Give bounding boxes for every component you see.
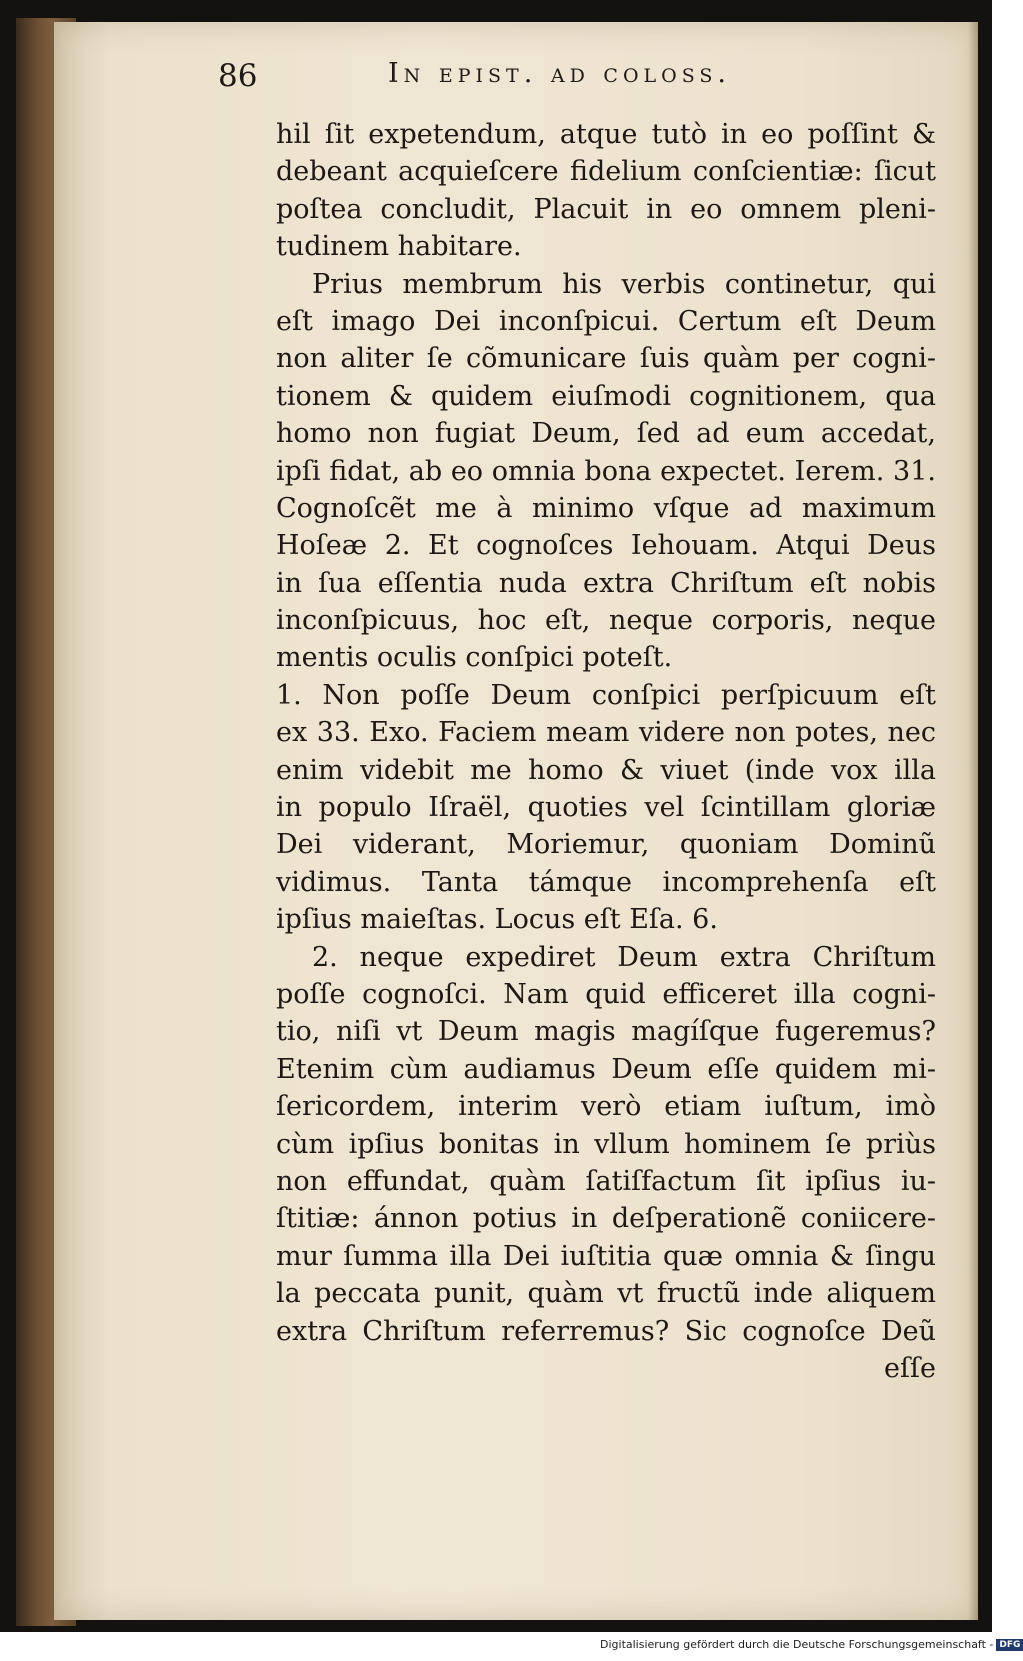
text-line: 2. neque expediret Deum extra Chriſtum — [312, 941, 936, 973]
text-line: non effundat, quàm ſatiſfactum ſit ipſius iu- — [276, 1165, 936, 1197]
text-line: ex 33. Exo. Faciem meam videre non potes, nec — [276, 717, 936, 749]
text-line: ſtitiæ: ánnon potius in deſperationẽ coniicere- — [276, 1203, 936, 1235]
text-line: poſtea concludit, Placuit in eo omnem pleni- — [276, 193, 936, 225]
page-number: 86 — [218, 58, 258, 94]
text-line: Prius membrum his verbis continetur, qui — [312, 268, 936, 300]
catchword: eſſe — [884, 1352, 936, 1384]
credit-text: Digitalisierung gefördert durch die Deutsche Forschungsgemeinschaft - — [600, 1638, 994, 1651]
digitization-credit — [600, 1638, 1021, 1658]
text-line: Cognoſcẽt me à minimo vſque ad maximum — [276, 492, 936, 524]
text-line: 1. Non poſſe Deum conſpici perſpicuum eſt — [276, 679, 936, 711]
text-line: ſericordem, interim verò etiam iuſtum, imò — [276, 1091, 936, 1123]
text-line: ipſius maieſtas. Locus eſt Eſa. 6. — [276, 904, 718, 936]
text-line: la peccata punit, quàm vt fructũ inde aliquem — [276, 1278, 936, 1310]
text-line: in populo Iſraël, quoties vel ſcintillam gloriæ — [276, 792, 936, 824]
text-line: in ſua eſſentia nuda extra Chriſtum eſt nobis — [276, 567, 936, 599]
text-line: hil ſit expetendum, atque tutò in eo poſſint & — [276, 119, 936, 150]
text-line: homo non fugiat Deum, ſed ad eum accedat, — [276, 418, 936, 450]
text-line: ipſi fidat, ab eo omnia bona expectet. Ierem. 31. — [276, 455, 936, 487]
text-line: enim videbit me homo & viuet (inde vox illa — [276, 754, 936, 786]
text-line: Hoſeæ 2. Et cognoſces Iehouam. Atqui Deus — [276, 530, 936, 562]
text-line: cùm ipſius bonitas in vllum hominem ſe priùs — [276, 1128, 936, 1160]
text-line: vidimus. Tanta támque incomprehenſa eſt — [276, 866, 936, 898]
text-line: tionem & quidem eiuſmodi cognitionem, qua — [276, 380, 936, 412]
text-line: eſt imago Dei inconſpicui. Certum eſt Deum — [276, 305, 936, 337]
text-line: poſſe cognoſci. Nam quid efficeret illa cogni- — [276, 978, 936, 1010]
page-edge-shadow — [968, 22, 978, 1620]
text-line: mentis oculis conſpici poteſt. — [276, 642, 673, 674]
page-header — [218, 52, 928, 112]
body-text — [276, 116, 936, 1387]
text-line: tudinem habitare. — [276, 231, 522, 263]
text-line: inconſpicuus, hoc eſt, neque corporis, neque — [276, 605, 936, 637]
text-line: Dei viderant, Moriemur, quoniam Dominũ — [276, 829, 936, 861]
text-line: Etenim cùm audiamus Deum eſſe quidem mi- — [276, 1053, 936, 1085]
text-line: tio, niſi vt Deum magis magíſque fugeremus? — [276, 1016, 936, 1048]
dfg-logo: DFG — [996, 1639, 1023, 1651]
text-line: extra Chriſtum referremus? Sic cognoſce Deũ — [276, 1315, 936, 1347]
text-line: mur ſumma illa Dei iuſtitia quæ omnia & ſingu — [276, 1240, 936, 1272]
running-head: In epist. ad coloss. — [388, 58, 732, 89]
text-line: non aliter ſe cõmunicare ſuis quàm per cogni- — [276, 343, 936, 375]
text-line: debeant acquieſcere fidelium conſcientiæ: ſicut — [276, 156, 936, 188]
